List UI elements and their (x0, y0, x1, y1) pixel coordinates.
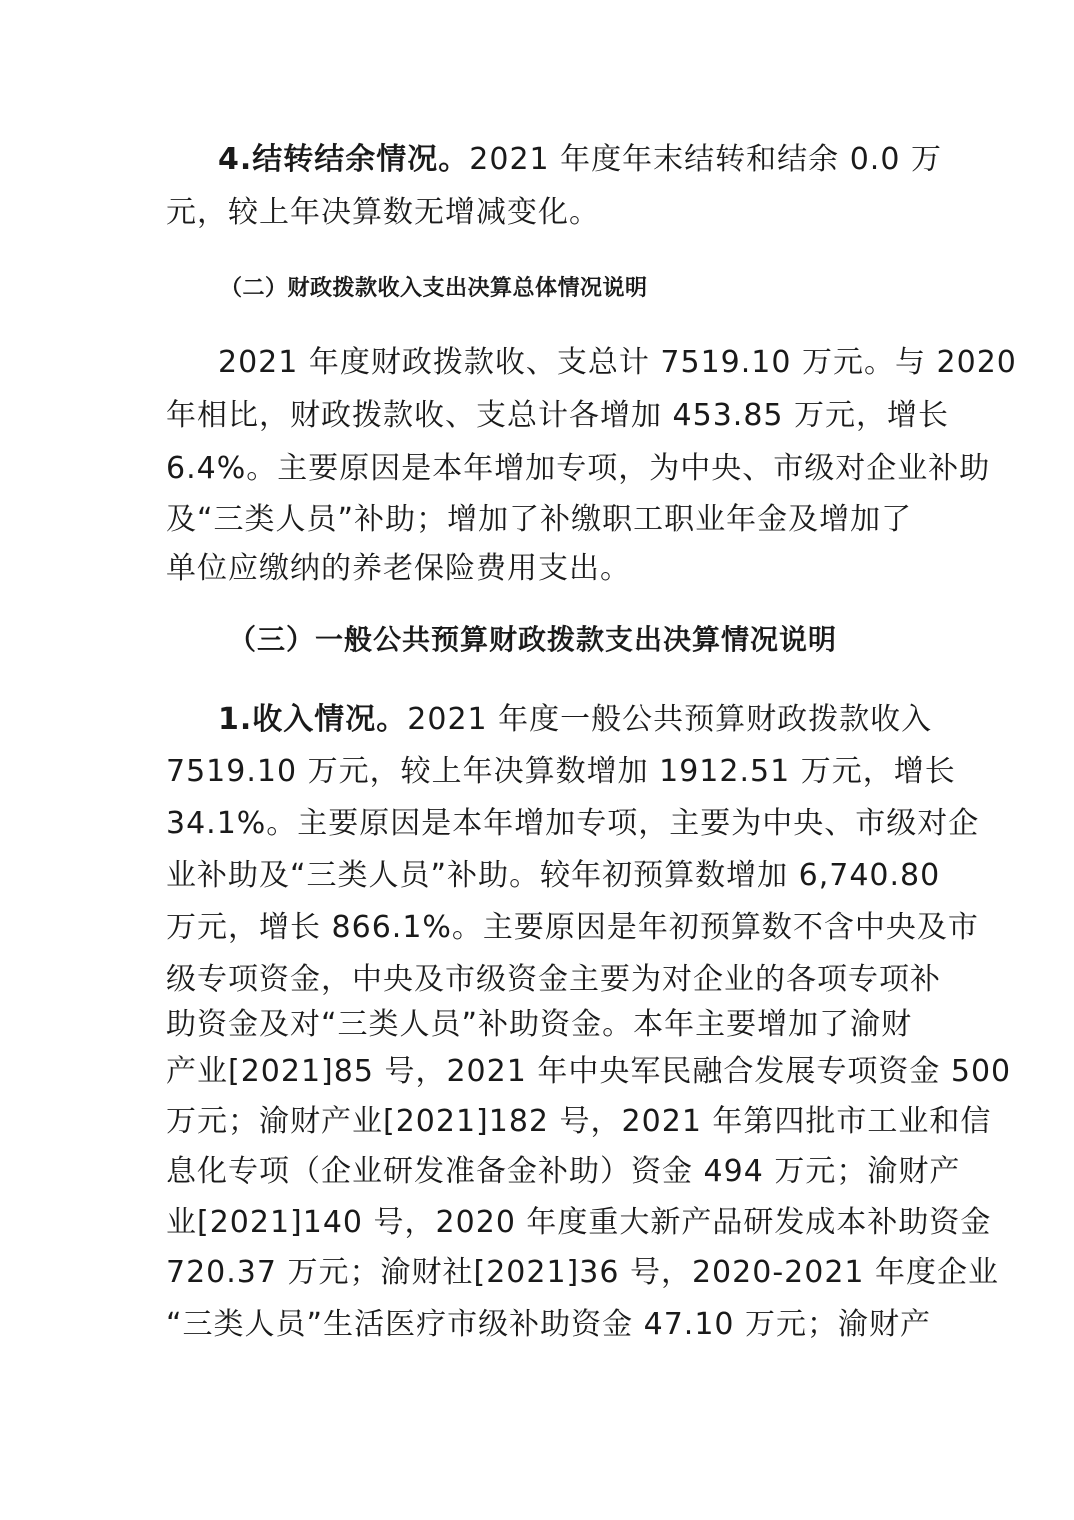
section-three-line-1 (218, 700, 932, 740)
section-three-line-7: 助资金及对“三类人员”补助资金。本年主要增加了渝财 (166, 1007, 913, 1042)
carryover-text: 2021 年度年末结转和结余 0.0 万 (469, 142, 942, 177)
section-two-line-4: 及“三类人员”补助；增加了补缴职工职业年金及增加了 (166, 502, 913, 537)
section-two-line-2: 年相比，财政拨款收、支总计各增加 453.85 万元，增长 (166, 398, 950, 433)
section-three-line-11: 业[2021]140 号，2020 年度重大新产品研发成本补助资金 (166, 1205, 992, 1240)
income-lead: 1.收入情况。 (218, 702, 408, 737)
section-two-line-5: 单位应缴纳的养老保险费用支出。 (166, 551, 631, 586)
section-two-heading: （二）财政拨款收入支出决算总体情况说明 (220, 276, 648, 301)
section-three-line-8: 产业[2021]85 号，2021 年中央军民融合发展专项资金 500 (166, 1054, 1012, 1089)
section-three-line-2: 7519.10 万元，较上年决算数增加 1912.51 万元，增长 (166, 754, 956, 789)
section-two-line-3: 6.4%。主要原因是本年增加专项，为中央、市级对企业补助 (166, 451, 991, 486)
carryover-lead: 4.结转结余情况。 (218, 142, 470, 177)
carryover-paragraph-line-1 (218, 140, 942, 180)
section-three-heading: （三）一般公共预算财政拨款支出决算情况说明 (228, 623, 838, 656)
section-three-line-3: 34.1%。主要原因是本年增加专项，主要为中央、市级对企 (166, 806, 980, 841)
section-three-line-9: 万元；渝财产业[2021]182 号，2021 年第四批市工业和信 (166, 1104, 992, 1139)
section-three-line-13: “三类人员”生活医疗市级补助资金 47.10 万元；渝财产 (166, 1307, 932, 1342)
section-two-line-1: 2021 年度财政拨款收、支总计 7519.10 万元。与 2020 (218, 345, 1017, 380)
income-text: 2021 年度一般公共预算财政拨款收入 (407, 702, 933, 737)
section-three-line-5: 万元，增长 866.1%。主要原因是年初预算数不含中央及市 (166, 910, 979, 945)
section-three-line-10: 息化专项（企业研发准备金补助）资金 494 万元；渝财产 (166, 1154, 961, 1189)
section-three-line-12: 720.37 万元；渝财社[2021]36 号，2020-2021 年度企业 (166, 1255, 1000, 1290)
section-three-line-4: 业补助及“三类人员”补助。较年初预算数增加 6,740.80 (166, 858, 941, 893)
section-three-line-6: 级专项资金，中央及市级资金主要为对企业的各项专项补 (166, 962, 941, 997)
carryover-paragraph-line-2: 元，较上年决算数无增减变化。 (166, 195, 600, 230)
